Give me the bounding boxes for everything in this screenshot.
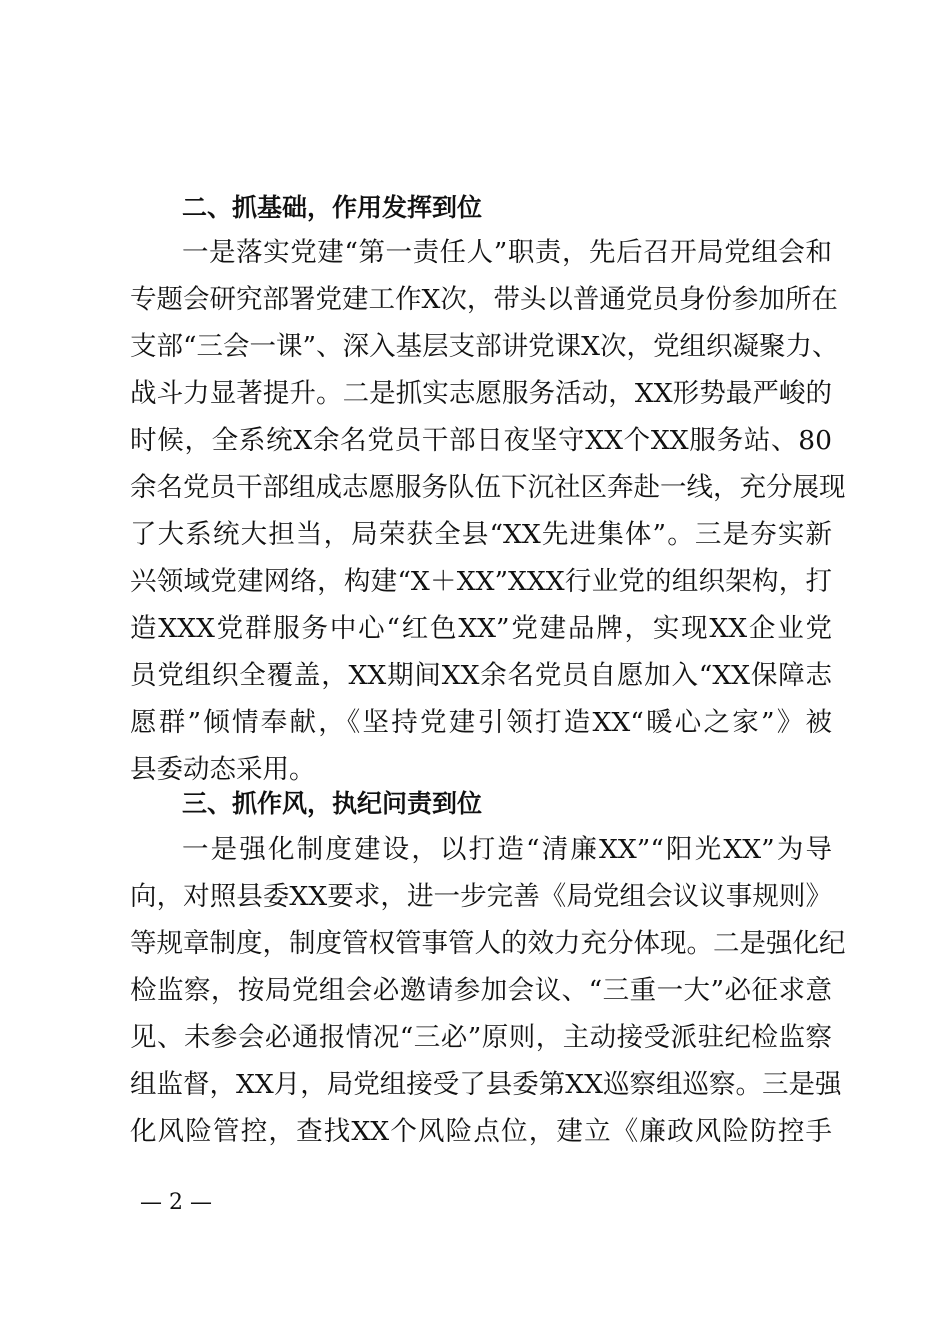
section-heading-2: 二、抓基础，作用发挥到位	[182, 193, 483, 222]
paragraph-line: 见、未参会必通报情况“三必”原则，主动接受派驻纪检监察	[130, 1022, 832, 1053]
paragraph-line: 向，对照县委XX要求，进一步完善《局党组会议议事规则》	[130, 881, 832, 912]
paragraph-line: 一是强化制度建设，以打造“清廉XX”“阳光XX”为导	[182, 834, 832, 865]
paragraph-line: 造XXX党群服务中心“红色XX”党建品牌，实现XX企业党	[130, 613, 832, 644]
paragraph-line: 化风险管控，查找XX个风险点位，建立《廉政风险防控手	[130, 1116, 832, 1147]
paragraph-line: 战斗力显著提升。二是抓实志愿服务活动，XX形势最严峻的	[130, 378, 832, 409]
paragraph-line: 员党组织全覆盖，XX期间XX余名党员自愿加入“XX保障志	[130, 660, 832, 691]
paragraph-line: 检监察，按局党组会必邀请参加会议、“三重一大”必征求意	[130, 975, 832, 1006]
paragraph-line: 一是落实党建“第一责任人”职责，先后召开局党组会和	[182, 237, 832, 268]
paragraph-line: 时候，全系统X余名党员干部日夜坚守XX个XX服务站、80	[130, 425, 832, 456]
paragraph-line: 兴领域党建网络，构建“X＋XX”XXX行业党的组织架构，打	[130, 566, 832, 597]
page-number: — 2 —	[140, 1190, 212, 1215]
paragraph-line: 组监督，XX月，局党组接受了县委第XX巡察组巡察。三是强	[130, 1069, 842, 1100]
paragraph-line: 了大系统大担当，局荣获全县“XX先进集体”。三是夯实新	[130, 519, 832, 550]
section-heading-3: 三、抓作风，执纪问责到位	[182, 789, 483, 818]
paragraph-line: 专题会研究部署党建工作X次，带头以普通党员身份参加所在	[130, 284, 838, 315]
paragraph-line: 支部“三会一课”、深入基层支部讲党课X次，党组织凝聚力、	[130, 331, 839, 362]
paragraph-line: 县委动态采用。	[130, 754, 316, 785]
paragraph-line: 等规章制度，制度管权管事管人的效力充分体现。二是强化纪	[130, 928, 846, 959]
paragraph-line: 愿群”倾情奉献，《坚持党建引领打造XX“暖心之家”》被	[130, 707, 832, 738]
paragraph-line: 余名党员干部组成志愿服务队伍下沉社区奔赴一线，充分展现	[130, 472, 846, 503]
